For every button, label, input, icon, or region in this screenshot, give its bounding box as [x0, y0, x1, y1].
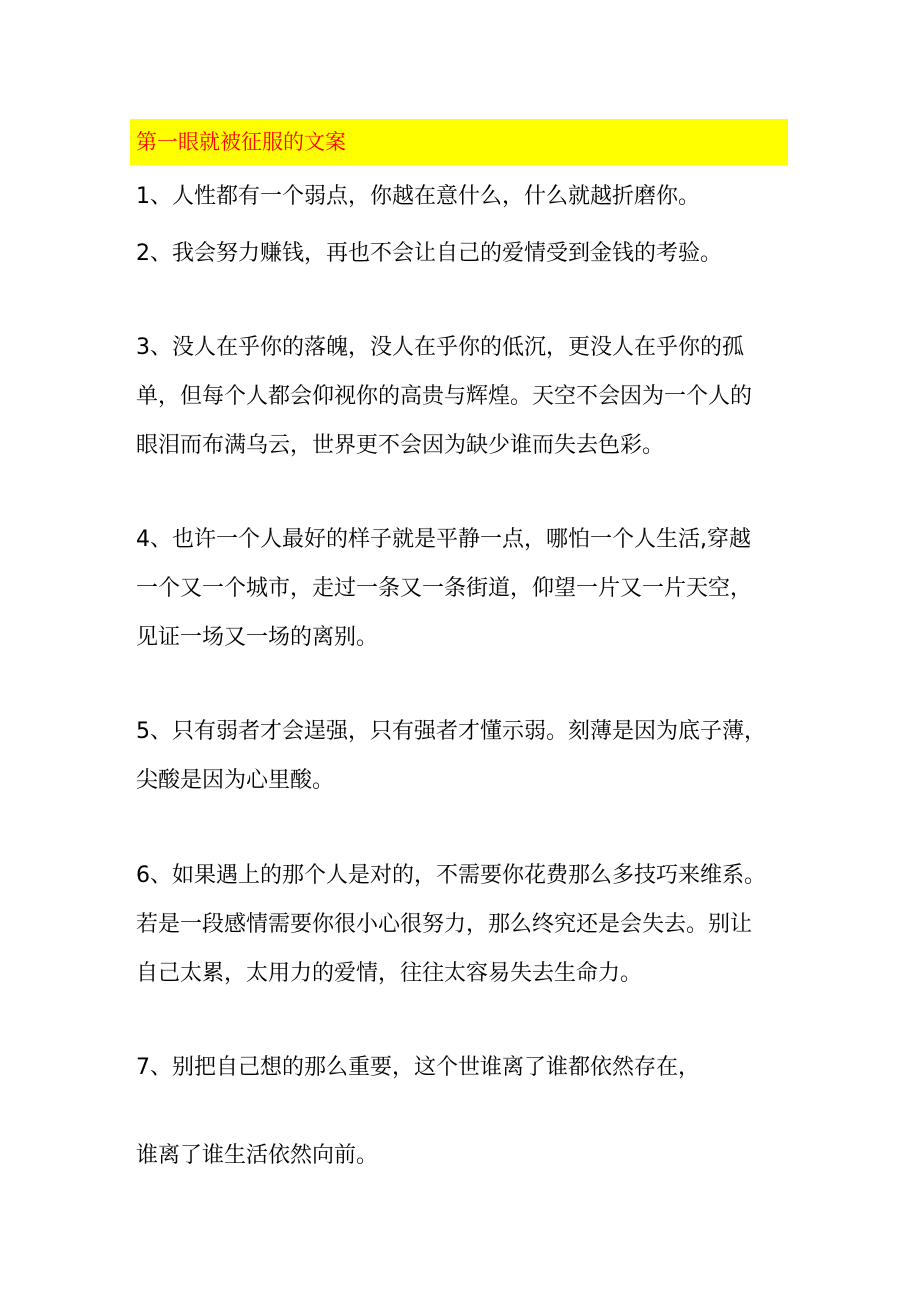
paragraph-6-line-1: 6、如果遇上的那个人是对的，不需要你花费那么多技巧来维系。	[136, 863, 766, 888]
paragraph-3-line-3: 眼泪而布满乌云，世界更不会因为缺少谁而失去色彩。	[136, 433, 665, 458]
paragraph-6-line-2: 若是一段感情需要你很小心很努力，那么终究还是会失去。别让	[136, 912, 753, 937]
paragraph-4-line-2: 一个又一个城市，走过一条又一条街道，仰望一片又一片天空，	[136, 576, 753, 601]
paragraph-6-line-3: 自己太累，太用力的爱情，往往太容易失去生命力。	[136, 961, 643, 986]
paragraph-5-line-1: 5、只有弱者才会逞强，只有强者才懂示弱。刻薄是因为底子薄，	[136, 719, 766, 744]
paragraph-7-line-1: 7、别把自己想的那么重要，这个世谁离了谁都依然存在，	[136, 1055, 700, 1080]
paragraph-4-line-1: 4、也许一个人最好的样子就是平静一点，哪怕一个人生活,穿越	[136, 527, 751, 552]
document-title: 第一眼就被征服的文案	[136, 130, 346, 154]
paragraph-8-line-1: 谁离了谁生活依然向前。	[136, 1143, 379, 1168]
paragraph-2-line-1: 2、我会努力赚钱，再也不会让自己的爱情受到金钱的考验。	[136, 241, 722, 266]
paragraph-3-line-2: 单，但每个人都会仰视你的高贵与辉煌。天空不会因为一个人的	[136, 384, 753, 409]
paragraph-4-line-3: 见证一场又一场的离别。	[136, 625, 379, 650]
paragraph-1-line-1: 1、人性都有一个弱点，你越在意什么，什么就越折磨你。	[136, 184, 700, 209]
paragraph-3-line-1: 3、没人在乎你的落魄，没人在乎你的低沉，更没人在乎你的孤	[136, 335, 744, 360]
paragraph-5-line-2: 尖酸是因为心里酸。	[136, 768, 335, 793]
title-highlight	[130, 119, 788, 165]
